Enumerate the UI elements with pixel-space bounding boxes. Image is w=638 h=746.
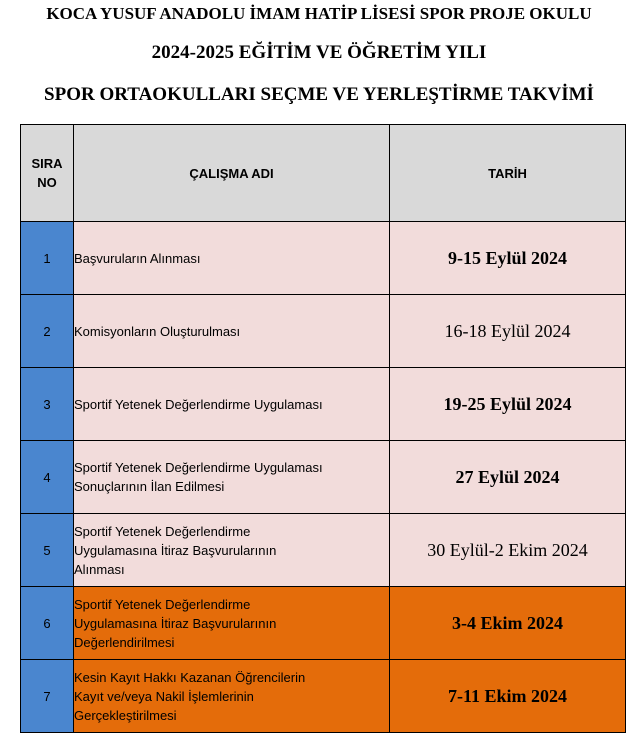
table-row: [21, 368, 626, 441]
row-number: 1: [21, 222, 74, 295]
row-number: 6: [21, 587, 74, 660]
activity-name: [74, 441, 390, 514]
table-row: [21, 660, 626, 733]
activity-name-line: Alınması: [74, 561, 125, 577]
schedule-table: [20, 124, 626, 733]
activity-date: 30 Eylül-2 Ekim 2024: [390, 514, 626, 587]
row-number: 5: [21, 514, 74, 587]
activity-date: 27 Eylül 2024: [390, 441, 626, 514]
activity-name: Komisyonların Oluşturulması: [74, 295, 390, 368]
school-title: KOCA YUSUF ANADOLU İMAM HATİP LİSESİ SPOR PROJE OKULU: [46, 4, 592, 23]
activity-name-line: Kesin Kayıt Hakkı Kazanan Öğrencilerin: [74, 669, 306, 685]
activity-name-line: Kayıt ve/veya Nakil İşlemlerinin: [74, 688, 254, 704]
activity-name: [74, 514, 390, 587]
activity-name-line: Sportif Yetenek Değerlendirme: [74, 596, 251, 612]
table-row: [21, 514, 626, 587]
activity-name-line: Sportif Yetenek Değerlendirme: [74, 523, 251, 539]
activity-name-line: Sportif Yetenek Değerlendirme Uygulaması: [74, 460, 323, 475]
activity-date: 16-18 Eylül 2024: [390, 295, 626, 368]
activity-name-line: Sonuçlarının İlan Edilmesi: [74, 479, 225, 494]
table-row: [21, 222, 626, 295]
header-no-line2: NO: [37, 175, 57, 190]
row-number: 7: [21, 660, 74, 733]
table-row: [21, 441, 626, 514]
table-row: [21, 587, 626, 660]
header-date: TARİH: [390, 125, 626, 222]
activity-name: Sportif Yetenek Değerlendirme Uygulaması: [74, 368, 390, 441]
row-number: 2: [21, 295, 74, 368]
activity-date: 7-11 Ekim 2024: [390, 660, 626, 733]
activity-name-line: Uygulamasına İtiraz Başvurularının: [74, 615, 277, 631]
activity-name-line: Gerçekleştirilmesi: [74, 707, 177, 723]
table-row: [21, 295, 626, 368]
row-number: 3: [21, 368, 74, 441]
activity-name-line: Değerlendirilmesi: [74, 634, 175, 650]
activity-name-line: Uygulamasına İtiraz Başvurularının: [74, 542, 277, 558]
activity-name: [74, 587, 390, 660]
activity-name: Başvuruların Alınması: [74, 222, 390, 295]
header-name: ÇALIŞMA ADI: [74, 125, 390, 222]
calendar-subtitle: SPOR ORTAOKULLARI SEÇME VE YERLEŞTİRME TAKVİMİ: [44, 84, 594, 105]
activity-name: [74, 660, 390, 733]
activity-date: 9-15 Eylül 2024: [390, 222, 626, 295]
header-no-line1: SIRA: [31, 156, 63, 171]
activity-date: 19-25 Eylül 2024: [390, 368, 626, 441]
row-number: 4: [21, 441, 74, 514]
activity-date: 3-4 Ekim 2024: [390, 587, 626, 660]
header-no: [21, 125, 74, 222]
academic-year-title: 2024-2025 EĞİTİM VE ÖĞRETİM YILI: [151, 42, 487, 63]
table-header-row: [21, 125, 626, 222]
